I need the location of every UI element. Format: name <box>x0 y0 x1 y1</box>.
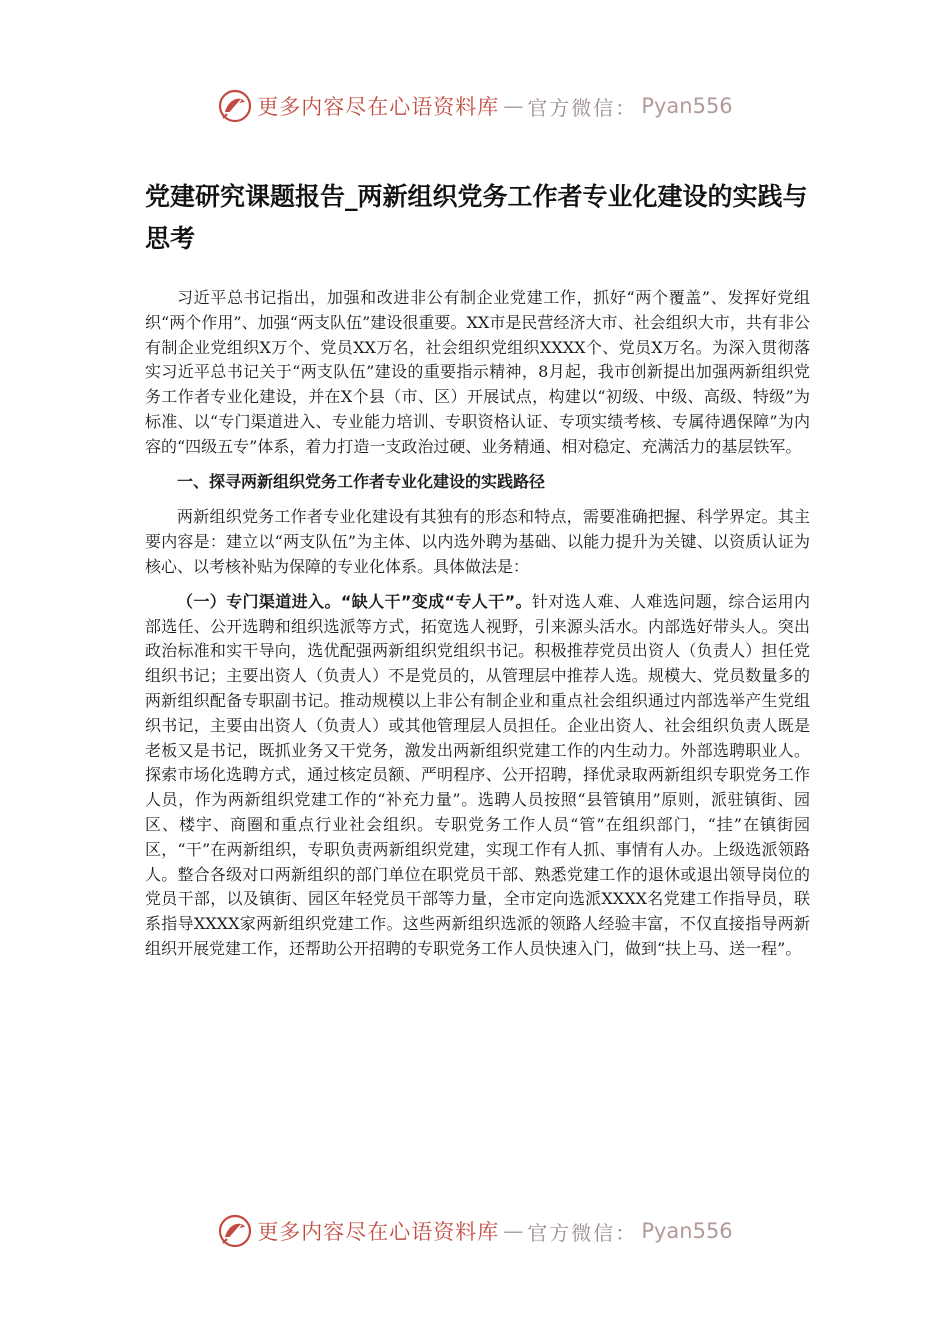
item1-lead: （一）专门渠道进入。“缺人干”变成“专人干”。 <box>177 591 532 611</box>
banner-wechat-label: 官方微信： <box>527 95 638 120</box>
footer-wechat-label: 官方微信： <box>527 1220 638 1245</box>
footer-brand-text: 更多内容尽在心语资料库 <box>257 1220 500 1244</box>
intro-paragraph: 习近平总书记指出，加强和改进非公有制企业党建工作，抓好“两个覆盖”、发挥好党组织“两个作用”、加强“两支队伍”建设很重要。XX市是民营经济大市、社会组织大市，共有非公有制企业党组织X万个、党员XX万名，社会组织党组织XXXX个、党员X万名。为深入贯彻落实习近平总书记关于“两支队伍”建设的重要指示精神，8月起，我市创新提出加强两新组织党务工作者专业化建设，并在X个县（市、区）开展试点，构建以“初级、中级、高级、特级”为标准、以“专门渠道进入、专业能力培训、专职资格认证、专项实绩考核、专属待遇保障”为内容的“四级五专”体系，着力打造一支政治过硬、业务精通、相对稳定、充满活力的基层铁军。 <box>145 288 810 456</box>
document-body <box>145 176 810 972</box>
item1-body: 针对选人难、人难选问题，综合运用内部选任、公开选聘和组织选派等方式，拓宽选人视野，引来源头活水。内部选好带头人。突出政治标准和实干导向，选优配强两新组织党组织书记。积极推荐党员出资人（负责人）担任党组织书记；主要出资人（负责人）不是党员的，从管理层中推荐人选。规模大、党员数量多的两新组织配备专职副书记。推动规模以上非公有制企业和重点社会组织通过内部选举产生党组织书记，主要由出资人（负责人）或其他管理层人员担任。企业出资人、社会组织负责人既是老板又是书记，既抓业务又干党务，激发出两新组织党建工作的内生动力。外部选聘职业人。探索市场化选聘方式，通过核定员额、严明程序、公开招聘，择优录取两新组织专职党务工作人员，作为两新组织党建工作的“补充力量”。选聘人员按照“县管镇用”原则，派驻镇街、园区、楼宇、商圈和重点行业社会组织。专职党务工作人员“管”在组织部门，“挂”在镇街园区，“干”在两新组织，专职负责两新组织党建，实现工作有人抓、事情有人办。上级选派领路人。整合各级对口两新组织的部门单位在职党员干部、熟悉党建工作的退休或退出领导岗位的党员干部，以及镇街、园区年轻党员干部等力量，全市定向选派XXXX名党建工作指导员，联系指导XXXX家两新组织党建工作。这些两新组织选派的领路人经验丰富，不仅直接指导两新组织开展党建工作，还帮助公开招聘的专职党务工作人员快速入门，做到“扶上马、送一程”。 <box>145 591 810 958</box>
footer-banner <box>0 1211 950 1251</box>
banner-brand-text: 更多内容尽在心语资料库 <box>257 95 500 119</box>
footer-dash: — <box>503 1219 524 1243</box>
pen-swirl-logo-icon <box>217 1213 253 1249</box>
banner-wechat-id: Pyan556 <box>641 94 733 118</box>
document-title: 党建研究课题报告_两新组织党务工作者专业化建设的实践与思考 <box>145 182 808 253</box>
pen-swirl-logo-icon <box>217 88 253 124</box>
section1-paragraph: 两新组织党务工作者专业化建设有其独有的形态和特点，需要准确把握、科学界定。其主要内容是：建立以“两支队伍”为主体、以内选外聘为基础、以能力提升为关键、以资质认证为核心、以考核补贴为保障的专业化体系。具体做法是： <box>145 507 810 576</box>
banner-dash: — <box>503 94 524 118</box>
section1-heading: 一、探寻两新组织党务工作者专业化建设的实践路径 <box>177 471 546 491</box>
item1-paragraph <box>145 590 810 962</box>
header-banner <box>0 86 950 126</box>
footer-wechat-id: Pyan556 <box>641 1219 733 1243</box>
